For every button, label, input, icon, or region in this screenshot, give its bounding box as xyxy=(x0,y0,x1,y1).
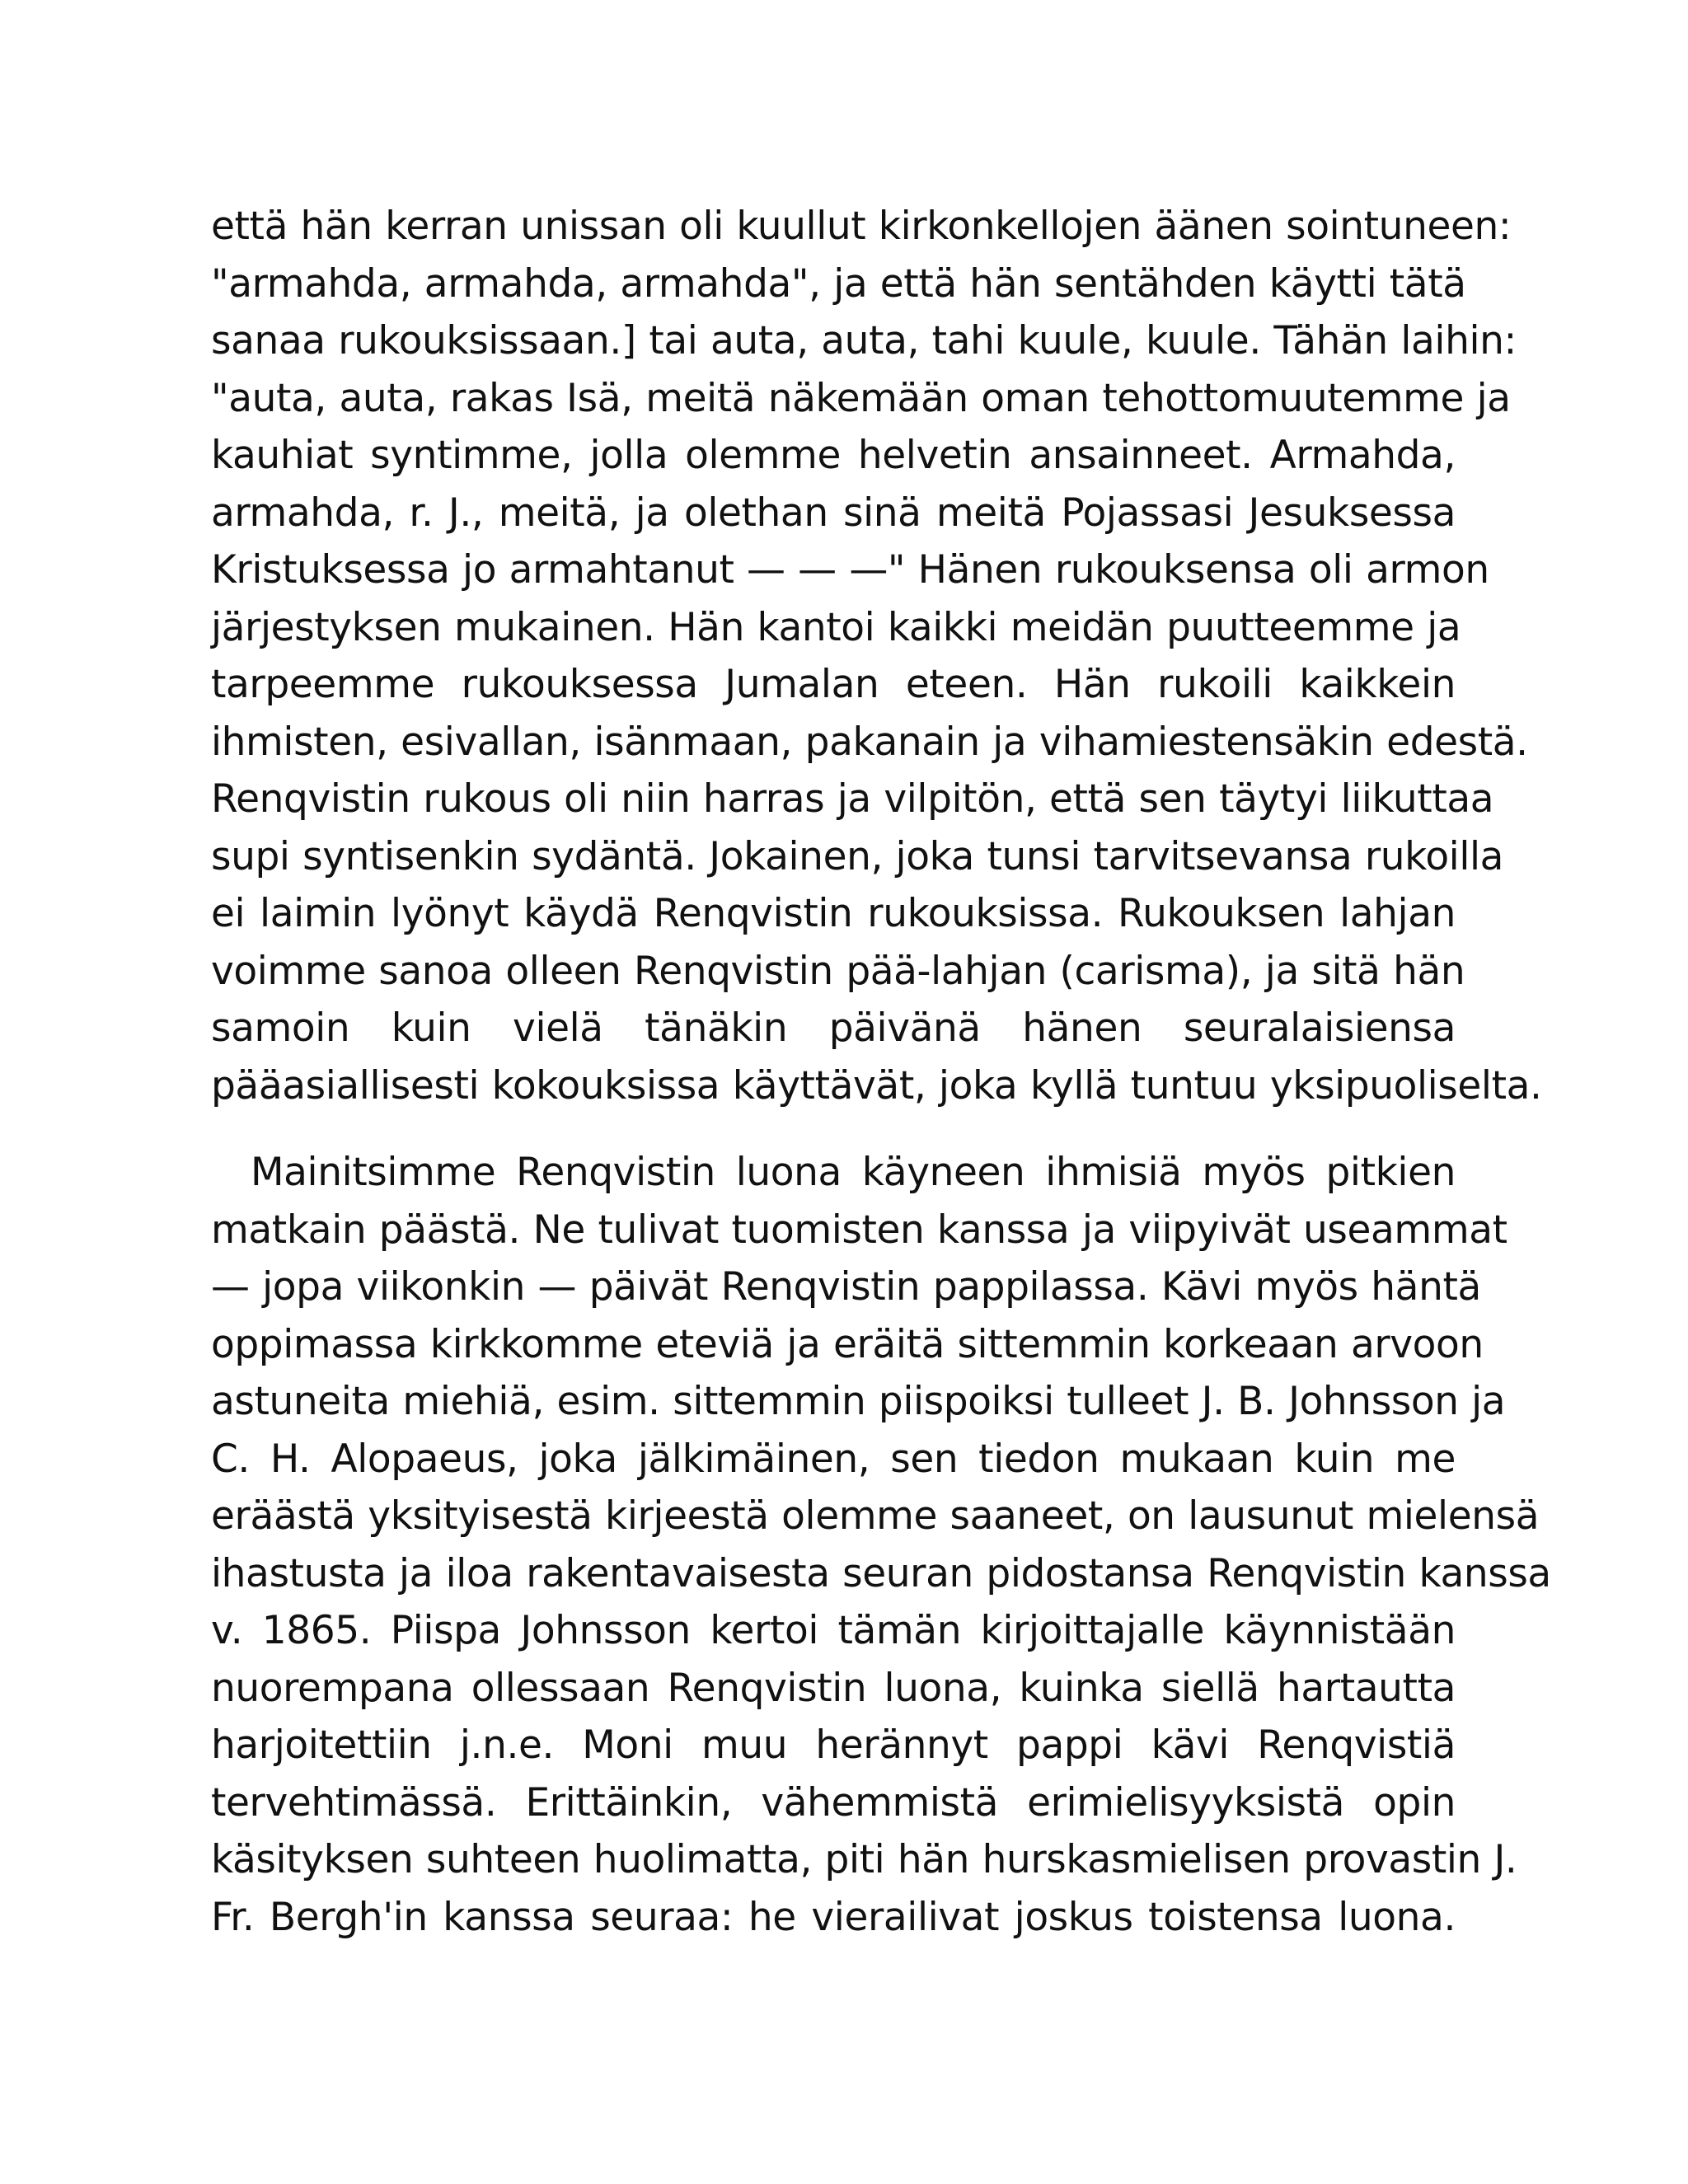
text-line: ihmisten, esivallan, isänmaan, pakanain ja vihamiestensäkin edestä. xyxy=(211,719,1528,765)
text-line: ei laimin lyönyt käydä Renqvistin rukouksissa. Rukouksen lahjan xyxy=(211,891,1456,936)
text-line: Renqvistin rukous oli niin harras ja vilpitön, että sen täytyi liikuttaa xyxy=(211,776,1494,822)
text-line: "armahda, armahda, armahda", ja että hän sentähden käytti tätä xyxy=(211,260,1466,307)
text-line: nuorempana ollessaan Renqvistin luona, kuinka siellä hartautta xyxy=(211,1665,1456,1711)
text-line: armahda, r. J., meitä, ja olethan sinä meitä Pojassasi Jesuksessa xyxy=(211,490,1456,536)
text-line: voimme sanoa olleen Renqvistin pää-lahjan (carisma), ja sitä hän xyxy=(211,948,1465,994)
text-line: käsityksen suhteen huolimatta, piti hän hurskasmielisen provastin J. xyxy=(211,1837,1517,1882)
text-line: C. H. Alopaeus, joka jälkimäinen, sen tiedon mukaan kuin me xyxy=(211,1436,1456,1482)
text-line: v. 1865. Piispa Johnsson kertoi tämän kirjoittajalle käynnistään xyxy=(211,1608,1456,1653)
text-line: matkain päästä. Ne tulivat tuomisten kanssa ja viipyivät useammat xyxy=(211,1207,1507,1253)
text-line: pääasiallisesti kokouksissa käyttävät, joka kyllä tuntuu yksipuoliselta. xyxy=(211,1062,1542,1108)
text-line: tervehtimässä. Erittäinkin, vähemmistä erimielisyyksistä opin xyxy=(211,1779,1456,1825)
text-line: supi syntisenkin sydäntä. Jokainen, joka tunsi tarvitsevansa rukoilla xyxy=(211,833,1504,879)
text-line: harjoitettiin j.n.e. Moni muu herännyt pappi kävi Renqvistiä xyxy=(211,1722,1456,1768)
text-line: eräästä yksityisestä kirjeestä olemme saaneet, on lausunut mielensä xyxy=(211,1493,1540,1539)
text-line: "auta, auta, rakas Isä, meitä näkemään oman tehottomuutemme ja xyxy=(211,375,1511,421)
text-line: tarpeemme rukouksessa Jumalan eteen. Hän rukoili kaikkein xyxy=(211,662,1456,707)
text-line: samoin kuin vielä tänäkin päivänä hänen seuralaisiensa xyxy=(211,1005,1456,1051)
text-line: Kristuksessa jo armahtanut — — —" Hänen rukouksensa oli armon xyxy=(211,547,1489,593)
text-line: Fr. Bergh'in kanssa seuraa: he vierailivat joskus toistensa luona. xyxy=(211,1894,1456,1940)
paragraph xyxy=(211,1144,1551,1946)
paragraph xyxy=(211,198,1542,1114)
text-line: Mainitsimme Renqvistin luona käyneen ihmisiä myös pitkien xyxy=(251,1150,1456,1195)
text-line: oppimassa kirkkomme eteviä ja eräitä sittemmin korkeaan arvoon xyxy=(211,1321,1484,1367)
text-line: — jopa viikonkin — päivät Renqvistin pappilassa. Kävi myös häntä xyxy=(211,1264,1481,1310)
text-line: astuneita miehiä, esim. sittemmin piispoiksi tulleet J. B. Johnsson ja xyxy=(211,1379,1506,1424)
text-line: ihastusta ja iloa rakentavaisesta seuran pidostansa Renqvistin kanssa xyxy=(211,1550,1551,1596)
text-line: sanaa rukouksissaan.] tai auta, auta, tahi kuule, kuule. Tähän laihin: xyxy=(211,318,1517,363)
text-line: järjestyksen mukainen. Hän kantoi kaikki meidän puutteemme ja xyxy=(211,604,1461,650)
text-line: että hän kerran unissan oli kuullut kirkonkellojen äänen sointuneen: xyxy=(211,204,1512,249)
document-page xyxy=(211,198,1551,1946)
text-line: kauhiat syntimme, jolla olemme helvetin ansainneet. Armahda, xyxy=(211,433,1456,478)
